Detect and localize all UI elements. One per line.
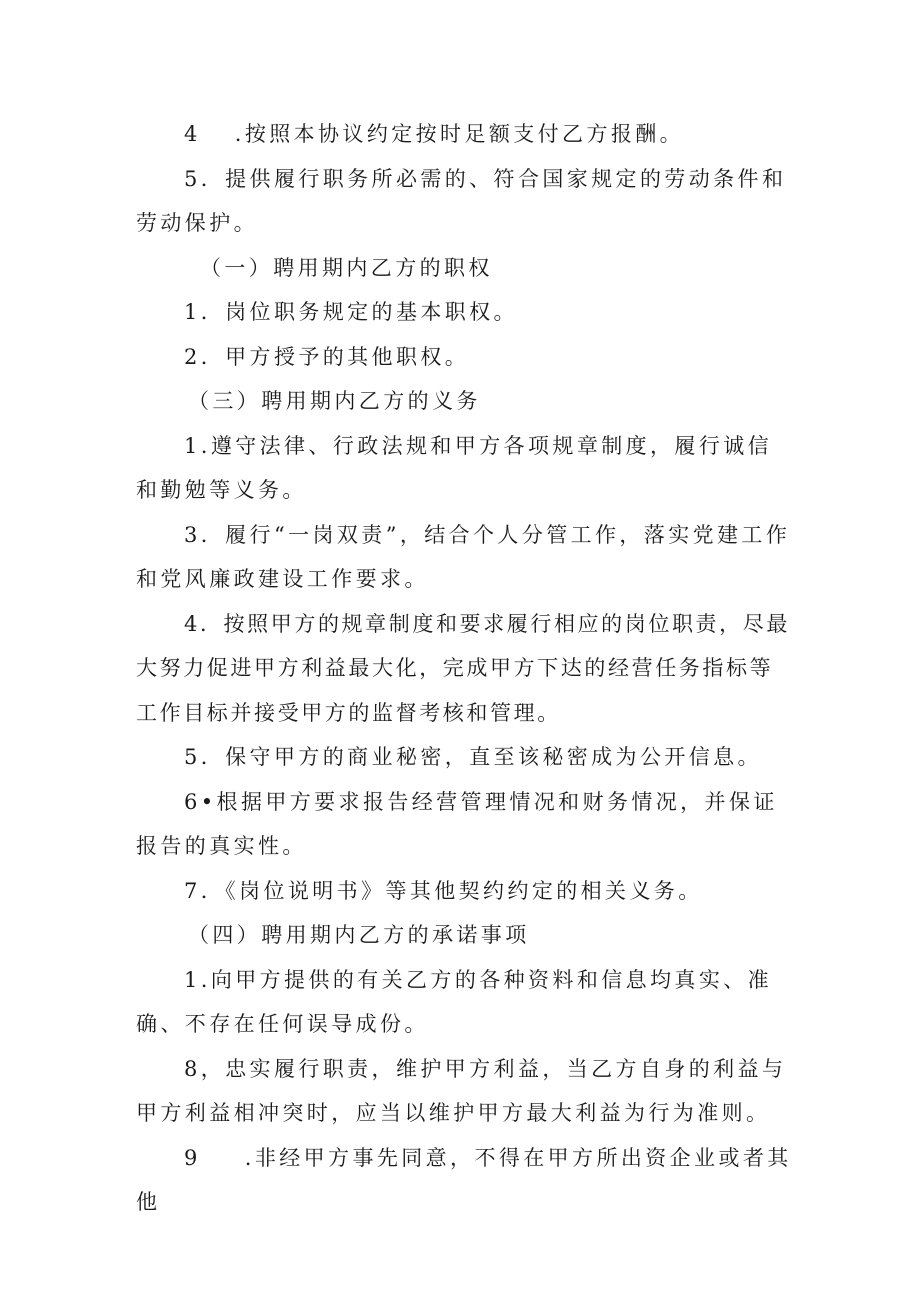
paragraph-job-description: 7．《岗位说明书》等其他契约约定的相关义务。 [184,878,703,903]
section-heading-commitments: （四）聘用期内乙方的承诺事项 [188,923,530,947]
item-number: 4 [184,122,201,146]
paragraph-text: .非经甲方事先同意，不得在甲方所出资企业或者其他 [136,1145,792,1214]
paragraph-comply-laws: 1.遵守法律、行政法规和甲方各项规章制度，履行诚信和勤勉等义务。 [136,433,773,502]
paragraph-dual-responsibility: 3．履行“一岗双责”，结合个人分管工作，落实党建工作和党风廉政建设工作要求。 [136,522,791,591]
paragraph-job-duties: 4．按照甲方的规章制度和要求履行相应的岗位职责，尽最大努力促进甲方利益最大化，完成甲方下达的经营任务指标等工作目标并接受甲方的监督考核和管理。 [136,611,790,725]
paragraph-text: .按照本协议约定按时足额支付乙方报酬。 [234,122,685,146]
paragraph-prior-consent [136,1136,792,1225]
paragraph-truthful-information: 1.向甲方提供的有关乙方的各种资料和信息均真实、准确、不存在任何误导成份。 [136,967,773,1036]
item-number: 9 [184,1145,201,1170]
section-heading-powers: （一）聘用期内乙方的职权 [200,255,493,280]
paragraph-report-management: 6•根据甲方要求报告经营管理情况和财务情况，并保证报告的真实性。 [136,789,778,858]
paragraph-pay-remuneration [136,112,792,157]
section-heading-obligations: （三）聘用期内乙方的义务 [188,389,481,413]
paragraph-labor-conditions: 5．提供履行职务所必需的、符合国家规定的劳动条件和劳动保护。 [136,166,787,235]
paragraph-other-powers: 2．甲方授予的其他职权。 [184,344,470,369]
paragraph-trade-secrets: 5．保守甲方的商业秘密，直至该秘密成为公开信息。 [184,745,762,769]
document-body [136,112,792,1225]
paragraph-basic-powers: 1．岗位职务规定的基本职权。 [184,300,518,324]
paragraph-loyal-duties: 8，忠实履行职责，维护甲方利益，当乙方自身的利益与甲方利益相冲突时，应当以维护甲方最大利益为行为准则。 [136,1056,787,1125]
